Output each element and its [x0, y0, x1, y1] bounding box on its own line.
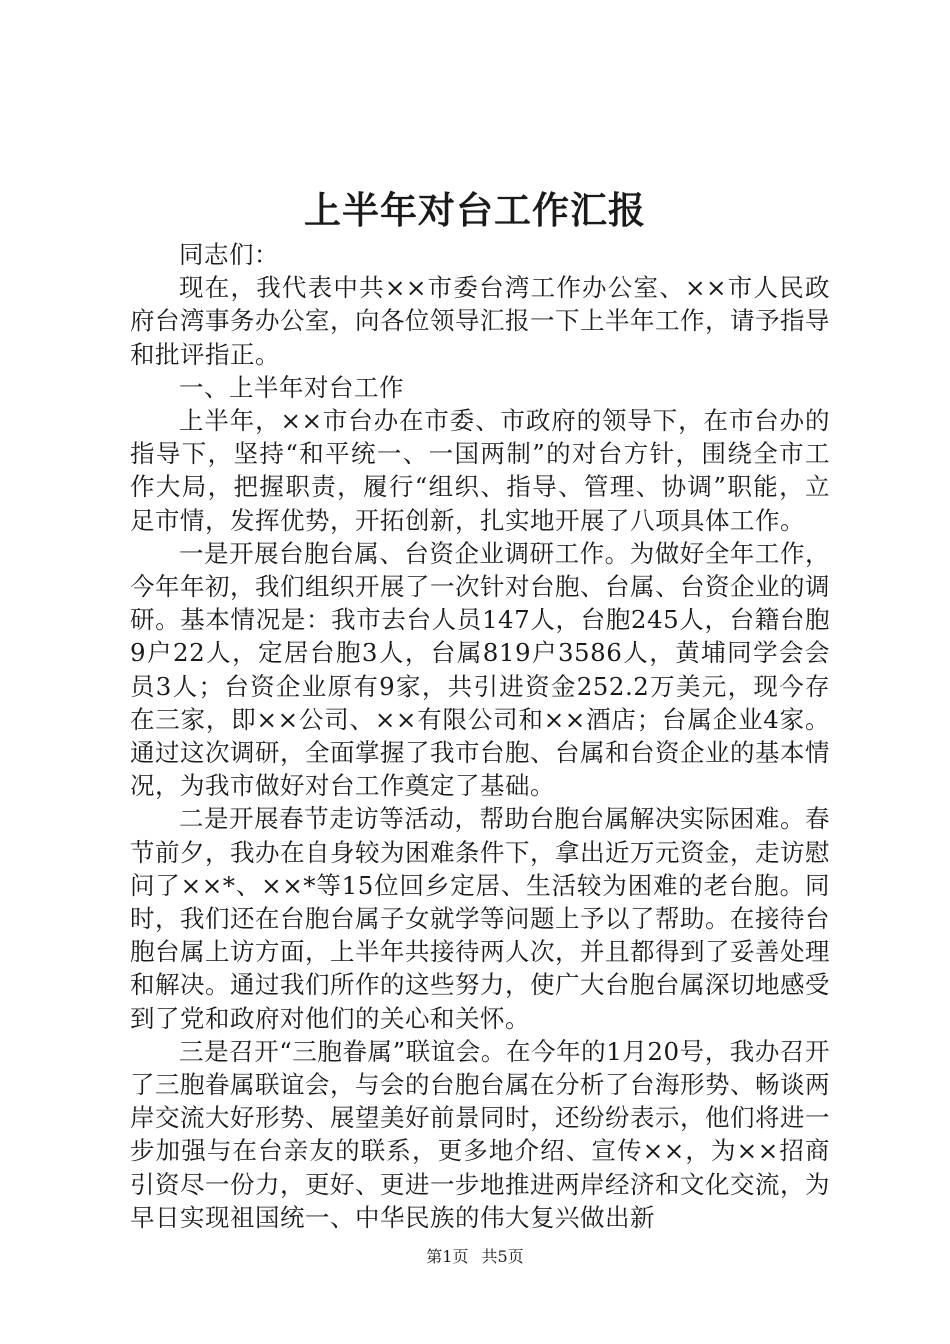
item-two-paragraph: 二是开展春节走访等活动，帮助台胞台属解决实际困难。春节前夕，我办在自身较为困难条件下，拿出近万元资金，走访慰问了××*、××*等15位回乡定居、生活较为困难的老台胞。同时，我们还在台胞台属子女就学等问题上予以了帮助。在接待台胞台属上访方面，上半年共接待两人次，并且都得到了妥善处理和解决。通过我们所作的这些努力，使广大台胞台属深切地感受到了党和政府对他们的关心和关怀。: [130, 804, 830, 1033]
salutation-paragraph: 同志们：: [179, 240, 279, 269]
overview-paragraph: 上半年，××市台办在市委、市政府的领导下，在市台办的指导下，坚持“和平统一、一国两制”的对台方针，围绕全市工作大局，把握职责，履行“组织、指导、管理、协调”职能，立足市情，发挥优势，开拓创新，扎实地开展了八项具体工作。: [130, 406, 830, 535]
document-body: [130, 238, 830, 1234]
document-title: 上半年对台工作汇报: [304, 188, 646, 232]
page-number: 第1页: [426, 1247, 469, 1266]
item-one-paragraph: 一是开展台胞台属、台资企业调研工作。为做好全年工作，今年年初，我们组织开展了一次针对台胞、台属、台资企业的调研。基本情况是：我市去台人员147人，台胞245人，台籍台胞9户22人，定居台胞3人，台属819户3586人，黄埔同学会会员3人；台资企业原有9家，共引进资金252.2万美元，现今存在三家，即××公司、××有限公司和××酒店；台属企业4家。通过这次调研，全面掌握了我市台胞、台属和台资企业的基本情况，为我市做好对台工作奠定了基础。: [130, 538, 830, 801]
section-heading: 一、上半年对台工作: [179, 372, 404, 402]
item-three-paragraph: 三是召开“三胞眷属”联谊会。在今年的1月20号，我办召开了三胞眷属联谊会，与会的台胞台属在分析了台海形势、畅谈两岸交流大好形势、展望美好前景同时，还纷纷表示，他们将进一步加强与在台亲友的联系，更多地介绍、宣传××，为××招商引资尽一份力，更好、更进一步地推进两岸经济和文化交流，为早日实现祖国统一、中华民族的伟大复兴做出新: [130, 1036, 830, 1232]
intro-paragraph: 现在，我代表中共××市委台湾工作办公室、××市人民政府台湾事务办公室，向各位领导汇报一下上半年工作，请予指导和批评指正。: [130, 273, 830, 369]
page-footer: [0, 1246, 950, 1268]
page-total: 共5页: [481, 1247, 524, 1266]
